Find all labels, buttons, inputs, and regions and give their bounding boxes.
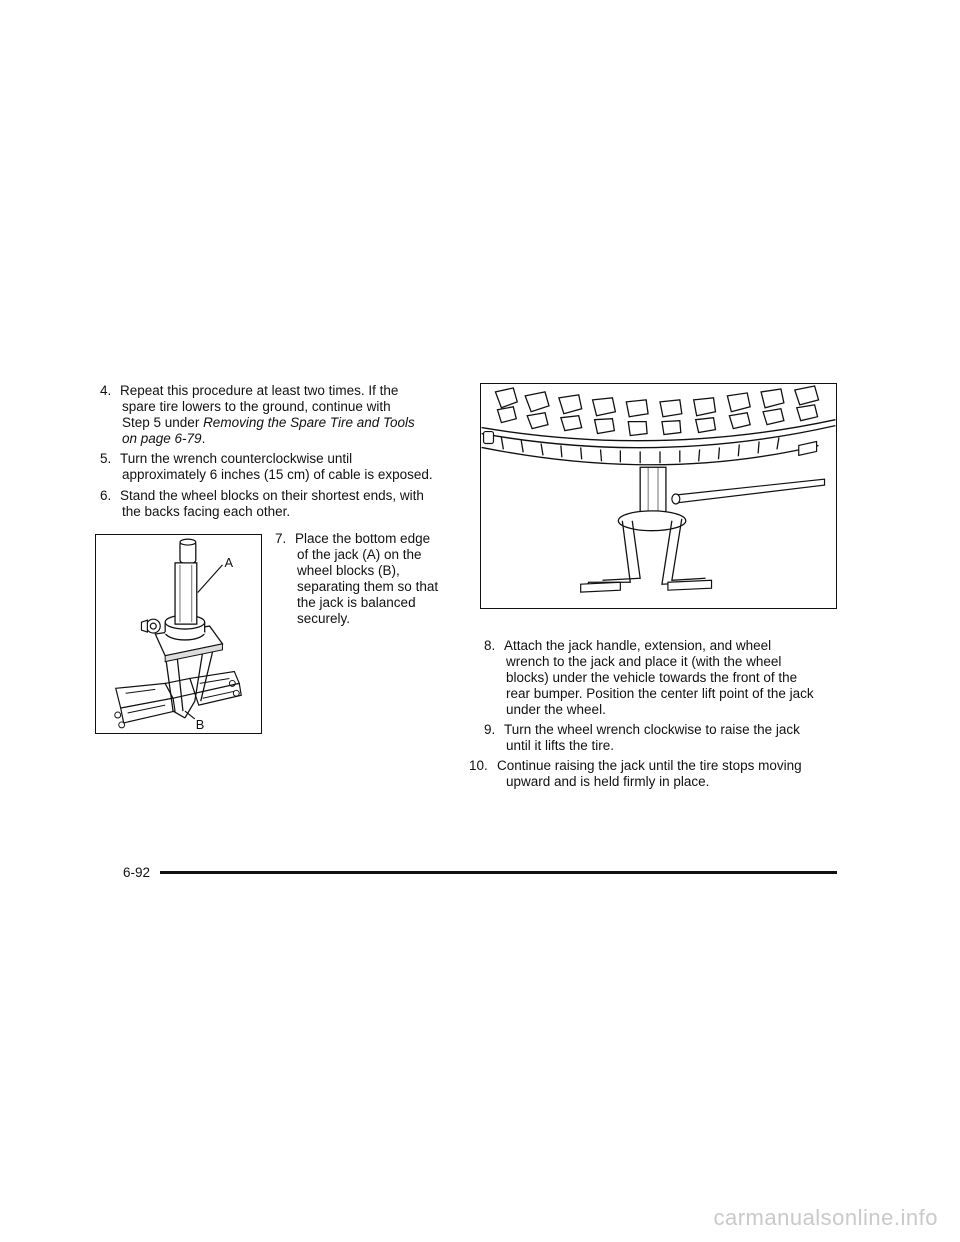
step-text <box>122 415 440 431</box>
jack-illustration <box>96 535 261 733</box>
step-number: 8. <box>484 638 496 653</box>
step-text: separating them so that <box>297 579 439 594</box>
tire-lift-illustration <box>481 384 836 608</box>
cross-reference-link[interactable]: on page 6-79 <box>122 431 202 446</box>
step-8 <box>484 638 844 718</box>
step-text: the backs facing each other. <box>122 504 291 519</box>
step-text: spare tire lowers to the ground, continue with <box>122 399 391 414</box>
step-text: rear bumper. Position the center lift point of the jack <box>506 686 814 701</box>
footer-rule <box>160 871 837 874</box>
step-text: Turn the wheel wrench clockwise to raise the jack <box>504 722 800 737</box>
step-7 <box>275 531 450 627</box>
tire-jack-handle-figure <box>480 383 837 609</box>
step-6 <box>100 488 450 520</box>
step-number: 6. <box>100 488 112 503</box>
step-text: Continue raising the jack until the tire stops moving <box>497 758 802 773</box>
step-text: blocks) under the vehicle towards the front of the <box>506 670 798 685</box>
step-text: Turn the wrench counterclockwise until <box>120 451 353 466</box>
step-4 <box>100 383 440 447</box>
step-number: 9. <box>484 722 496 737</box>
label-b: B <box>195 716 205 732</box>
step-text: securely. <box>297 611 351 626</box>
step-text: the jack is balanced <box>297 595 416 610</box>
step-text: wheel blocks (B), <box>297 563 400 578</box>
step-text: Stand the wheel blocks on their shortest ends, with <box>120 488 424 503</box>
step-text: upward and is held firmly in place. <box>506 774 710 789</box>
step-text: wrench to the jack and place it (with the wheel <box>506 654 782 669</box>
step-number: 4. <box>100 383 112 398</box>
cross-reference-link[interactable]: Removing the Spare Tire and Tools <box>203 415 415 430</box>
jack-wheel-blocks-figure <box>95 534 262 734</box>
step-number: 10. <box>469 758 488 773</box>
step-text: of the jack (A) on the <box>297 547 422 562</box>
step-10 <box>469 758 839 790</box>
step-text: approximately 6 inches (15 cm) of cable is exposed. <box>122 467 433 482</box>
step-5 <box>100 451 450 483</box>
step-text: Attach the jack handle, extension, and wheel <box>504 638 772 653</box>
step-text-prefix: Step 5 under <box>122 415 204 430</box>
step-text: Place the bottom edge <box>295 531 431 546</box>
step-text: Repeat this procedure at least two times. If the <box>120 383 399 398</box>
site-watermark: carmanualsonline.info <box>713 1205 938 1230</box>
step-text: under the wheel. <box>506 702 606 717</box>
step-text <box>122 431 440 447</box>
step-text-suffix: . <box>201 431 206 446</box>
label-a: A <box>224 554 234 570</box>
step-9 <box>484 722 844 754</box>
step-text: until it lifts the tire. <box>506 738 615 753</box>
step-number: 7. <box>275 531 287 546</box>
page-number: 6-92 <box>123 865 151 880</box>
step-number: 5. <box>100 451 112 466</box>
